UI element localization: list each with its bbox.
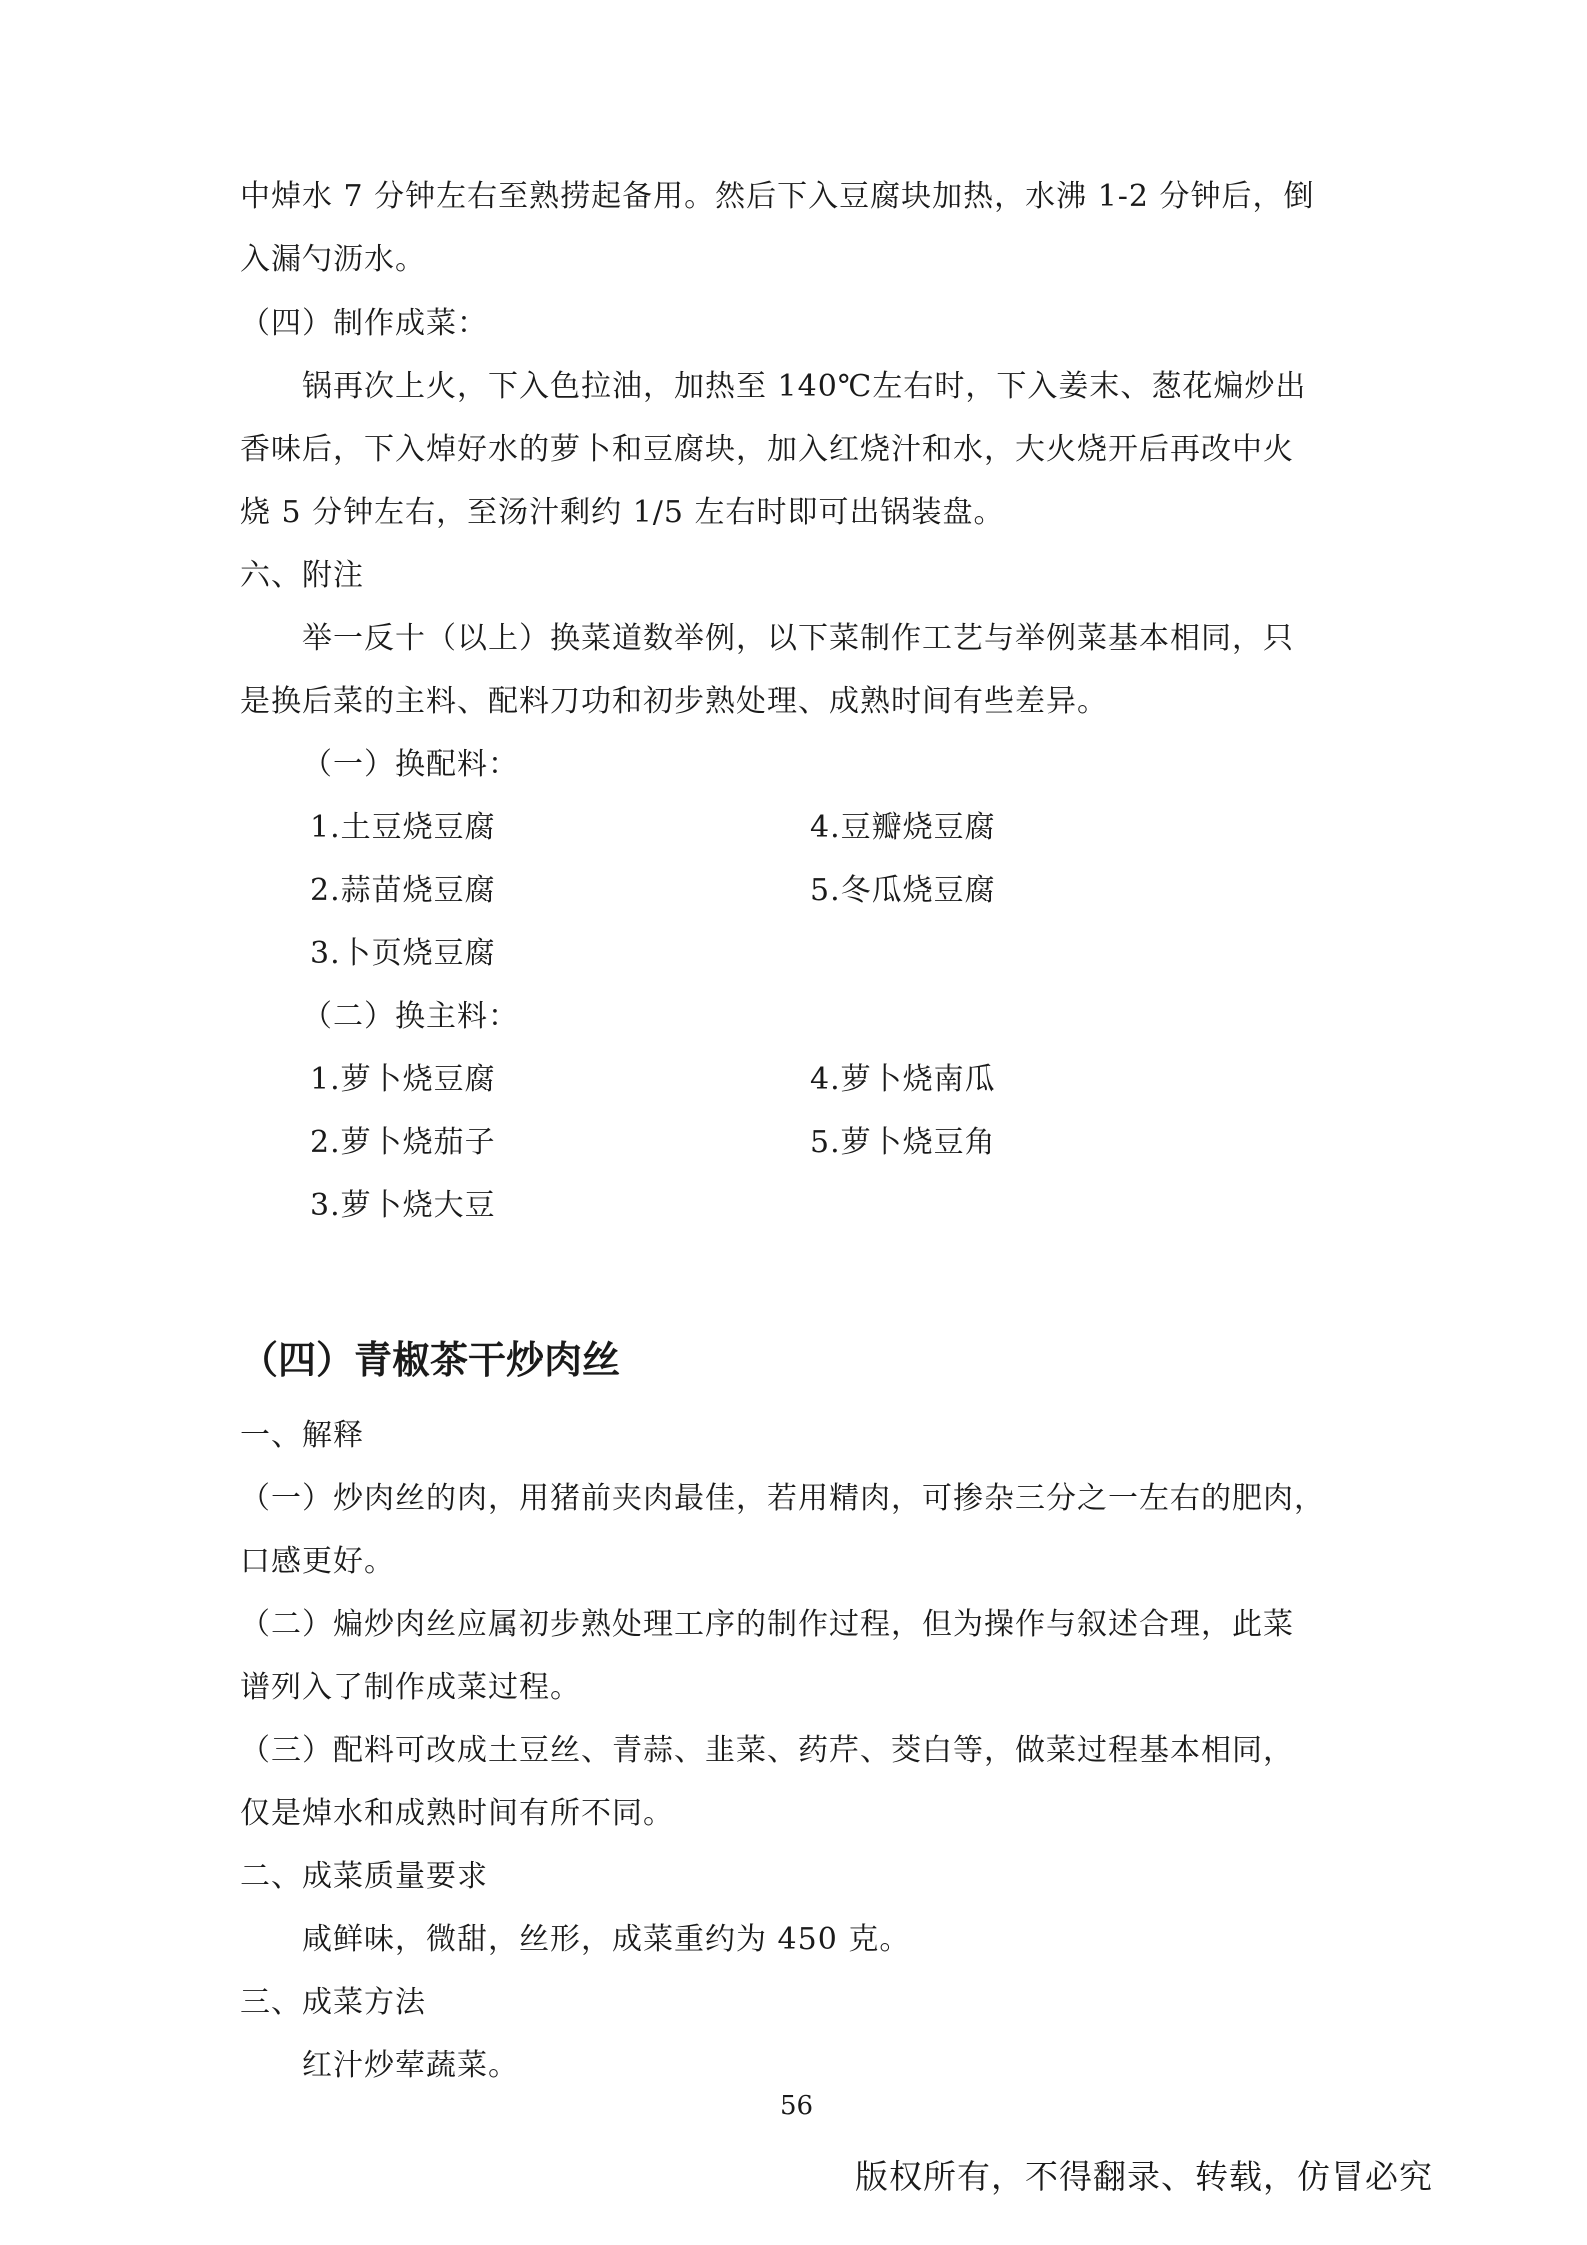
- paragraph-line: 中焯水 7 分钟左右至熟捞起备用。然后下入豆腐块加热，水沸 1-2 分钟后，倒: [240, 179, 1315, 214]
- recipe-title: （四）青椒茶干炒肉丝: [240, 1338, 621, 1382]
- list-item: 1.萝卜烧豆腐: [310, 1062, 496, 1097]
- page-number: 56: [780, 2091, 814, 2121]
- section-heading: 一、解释: [240, 1418, 364, 1453]
- paragraph-line: 锅再次上火，下入色拉油，加热至 140℃左右时，下入姜末、葱花煸炒出: [302, 369, 1307, 404]
- section-heading: 二、成菜质量要求: [240, 1859, 488, 1894]
- section-heading: 三、成菜方法: [240, 1985, 426, 2020]
- paragraph-line: 咸鲜味，微甜，丝形，成菜重约为 450 克。: [302, 1922, 911, 1957]
- paragraph-line: 入漏勺沥水。: [240, 242, 426, 277]
- paragraph-line: 举一反十（以上）换菜道数举例，以下菜制作工艺与举例菜基本相同，只: [302, 621, 1294, 656]
- list-item: 3.卜页烧豆腐: [310, 936, 496, 971]
- paragraph-line: 谱列入了制作成菜过程。: [240, 1670, 581, 1705]
- copyright-footer: 版权所有，不得翻录、转载，仿冒必究: [855, 2157, 1433, 2196]
- section-heading: 六、附注: [240, 558, 364, 593]
- paragraph-line: 仅是焯水和成熟时间有所不同。: [240, 1796, 674, 1831]
- list-item: 2.蒜苗烧豆腐: [310, 873, 496, 908]
- subsection-heading: （一）换配料：: [302, 747, 519, 782]
- list-item: 4.萝卜烧南瓜: [810, 1062, 996, 1097]
- list-item: 2.萝卜烧茄子: [310, 1125, 496, 1160]
- paragraph-line: 香味后，下入焯好水的萝卜和豆腐块，加入红烧汁和水，大火烧开后再改中火: [240, 432, 1294, 467]
- list-item: 5.冬瓜烧豆腐: [810, 873, 996, 908]
- paragraph-line: （一）炒肉丝的肉，用猪前夹肉最佳，若用精肉，可掺杂三分之一左右的肥肉，: [240, 1481, 1325, 1516]
- list-item: 3.萝卜烧大豆: [310, 1188, 496, 1223]
- list-item: 1.土豆烧豆腐: [310, 810, 496, 845]
- list-item: 4.豆瓣烧豆腐: [810, 810, 996, 845]
- paragraph-line: 烧 5 分钟左右，至汤汁剩约 1/5 左右时即可出锅装盘。: [240, 495, 1005, 530]
- paragraph-line: （三）配料可改成土豆丝、青蒜、韭菜、药芹、茭白等，做菜过程基本相同，: [240, 1733, 1294, 1768]
- paragraph-line: 口感更好。: [240, 1544, 395, 1579]
- paragraph-line: 是换后菜的主料、配料刀功和初步熟处理、成熟时间有些差异。: [240, 684, 1108, 719]
- subsection-heading: （四）制作成菜：: [240, 306, 488, 341]
- subsection-heading: （二）换主料：: [302, 999, 519, 1034]
- list-item: 5.萝卜烧豆角: [810, 1125, 996, 1160]
- paragraph-line: 红汁炒荤蔬菜。: [302, 2048, 519, 2083]
- paragraph-line: （二）煸炒肉丝应属初步熟处理工序的制作过程，但为操作与叙述合理，此菜: [240, 1607, 1294, 1642]
